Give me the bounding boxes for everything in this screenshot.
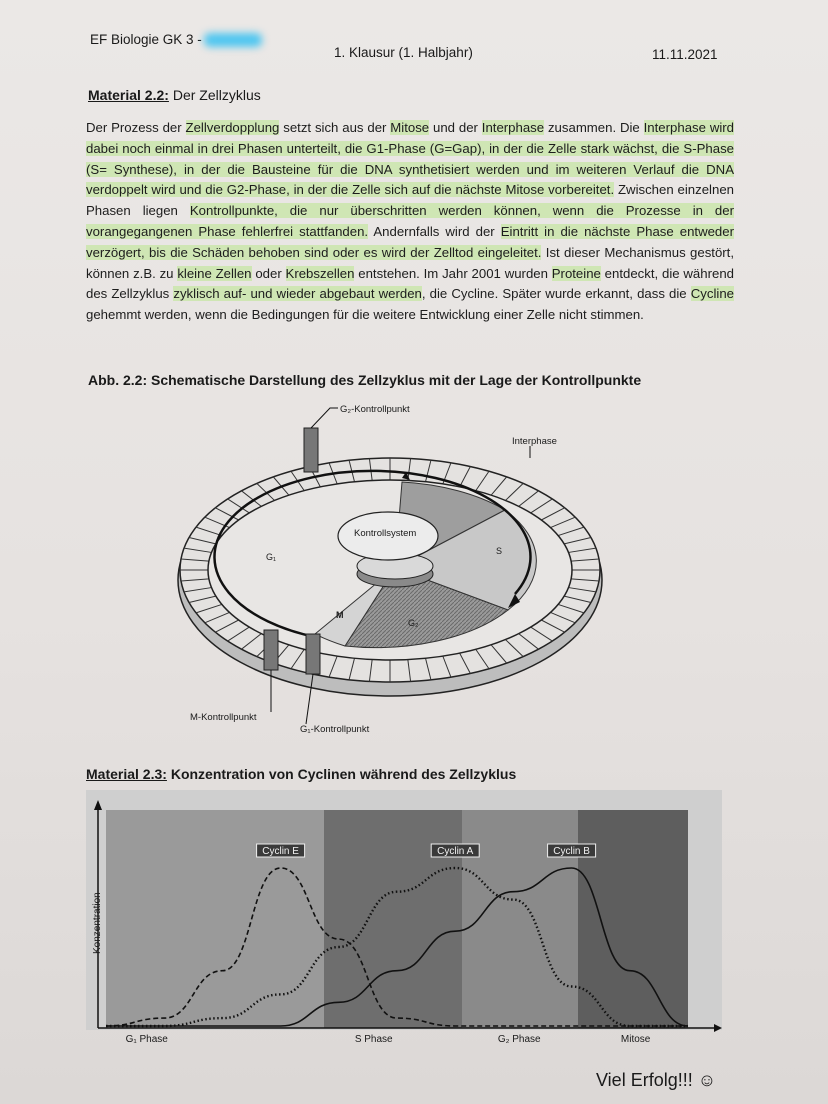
series-label-text: Cyclin E [262, 846, 299, 857]
paragraph-text: zusammen. Die [544, 120, 644, 135]
series-label-cyclin-e [257, 844, 305, 857]
g1-band [106, 810, 324, 1028]
exam-date: 11.11.2021 [652, 47, 718, 62]
g1-label: G₁ [266, 552, 277, 562]
paragraph-text: Andernfalls wird der [368, 223, 501, 239]
series-label-cyclin-b [548, 844, 596, 857]
x-tick-label: G₂ Phase [497, 1034, 541, 1045]
series-label-text: Cyclin A [437, 846, 474, 857]
redacted-name [204, 33, 262, 47]
x-tick-label: S Phase [354, 1034, 393, 1045]
highlighted-text: zyklisch auf- und wieder abgebaut werden [173, 286, 422, 302]
material-2-2-title: Der Zellzyklus [172, 87, 261, 103]
g1-checkpoint-gate [306, 634, 320, 674]
x-tick-label: G₁ Phase [125, 1034, 168, 1045]
material-2-3-title: Konzentration von Cyclinen während des Zellzyklus [166, 766, 517, 782]
g2-label: G₂ [408, 618, 419, 628]
paragraph-text: Der Prozess der [86, 120, 186, 135]
m-checkpoint-gate [264, 630, 278, 670]
cell-cycle-diagram [170, 398, 620, 740]
paragraph-text: Zwischen einzelnen Phasen liegen [86, 182, 734, 219]
control-system-label: Kontrollsystem [354, 528, 417, 539]
paragraph-text: , die Cycline. Später wurde erkannt, dass die [421, 286, 691, 302]
course-name: EF Biologie GK 3 - [90, 32, 202, 47]
closing-message: Viel Erfolg!!! ☺ [596, 1070, 717, 1090]
series-label-text: Cyclin B [553, 846, 590, 857]
g2-checkpoint-label: G₂-Kontrollpunkt [340, 404, 410, 415]
paragraph-text: Ist dieser Mechanismus gestört, können z.B. zu [86, 244, 734, 281]
g1-checkpoint-label: G₁-Kontrollpunkt [300, 724, 370, 735]
paragraph-text: setzt sich aus der [279, 120, 391, 135]
course-header [90, 32, 262, 47]
cyclin-chart [86, 790, 722, 1052]
paragraph-text: gehemmt werden, wenn die Bedingungen für die weitere Entwicklung einer Zelle nicht stimmen. [86, 307, 644, 323]
m-checkpoint-label: M-Kontrollpunkt [190, 712, 257, 723]
m-label: M [336, 610, 344, 620]
series-label-cyclin-a [431, 844, 479, 857]
paragraph-text: entstehen. Im Jahr 2001 wurden [354, 265, 552, 281]
figure-2-2-caption: Abb. 2.2: Schematische Darstellung des Zellzyklus mit der Lage der Kontrollpunkte [88, 372, 642, 388]
material-2-2-heading [88, 87, 261, 103]
paragraph-text: und der [429, 120, 482, 135]
x-tick-label: Mitose [620, 1034, 651, 1045]
highlighted-text: Mitose [390, 120, 430, 135]
exam-title: 1. Klausur (1. Halbjahr) [334, 45, 473, 60]
material-2-3-number: Material 2.3: [86, 766, 167, 782]
mitose-band [578, 810, 688, 1028]
highlighted-text: Krebszellen [285, 265, 355, 281]
highlighted-text: kleine Zellen [177, 265, 252, 281]
interphase-label: Interphase [512, 436, 557, 447]
g2-pointer [311, 408, 338, 428]
highlighted-text: Interphase wird dabei noch einmal in drei Phasen unterteilt, die G1-Phase (G=Gap), in der die Zelle stark wächst, die S-Phase (S= Synthese), in der die Bausteine für die DNA synthetisiert werden und im weiteren Verlauf die DNA verdoppelt wird und die G2-Phase, in der die Zelle sich auf die nächste Mitose vorbereitet. [86, 120, 734, 198]
highlighted-text: Interphase [481, 120, 545, 135]
g2-checkpoint-gate [304, 428, 318, 472]
paragraph-text: entdeckt, die während des Zellzyklus [86, 265, 734, 302]
highlighted-text: Cycline [690, 286, 734, 302]
zellzyklus-paragraph [86, 118, 734, 326]
x-tick-labels [126, 1034, 651, 1045]
highlighted-text: Proteine [551, 265, 601, 281]
s-band [324, 810, 462, 1028]
highlighted-text: Zellverdopplung [185, 120, 280, 135]
y-axis-label: Konzentration [92, 892, 103, 954]
highlighted-text: Kontrollpunkte, die nur überschritten werden können, wenn die Prozesse in der vorangegangenen Phase fehlerfrei stattfanden. [86, 203, 734, 239]
paragraph-text: oder [251, 265, 286, 281]
s-label: S [496, 546, 503, 556]
material-2-3-heading [86, 766, 516, 782]
highlighted-text: Eintritt in die nächste Phase entweder verzögert, bis die Schäden behoben sind oder es wird der Zelltod eingeleitet. [86, 223, 734, 260]
material-2-2-number: Material 2.2: [88, 87, 169, 103]
